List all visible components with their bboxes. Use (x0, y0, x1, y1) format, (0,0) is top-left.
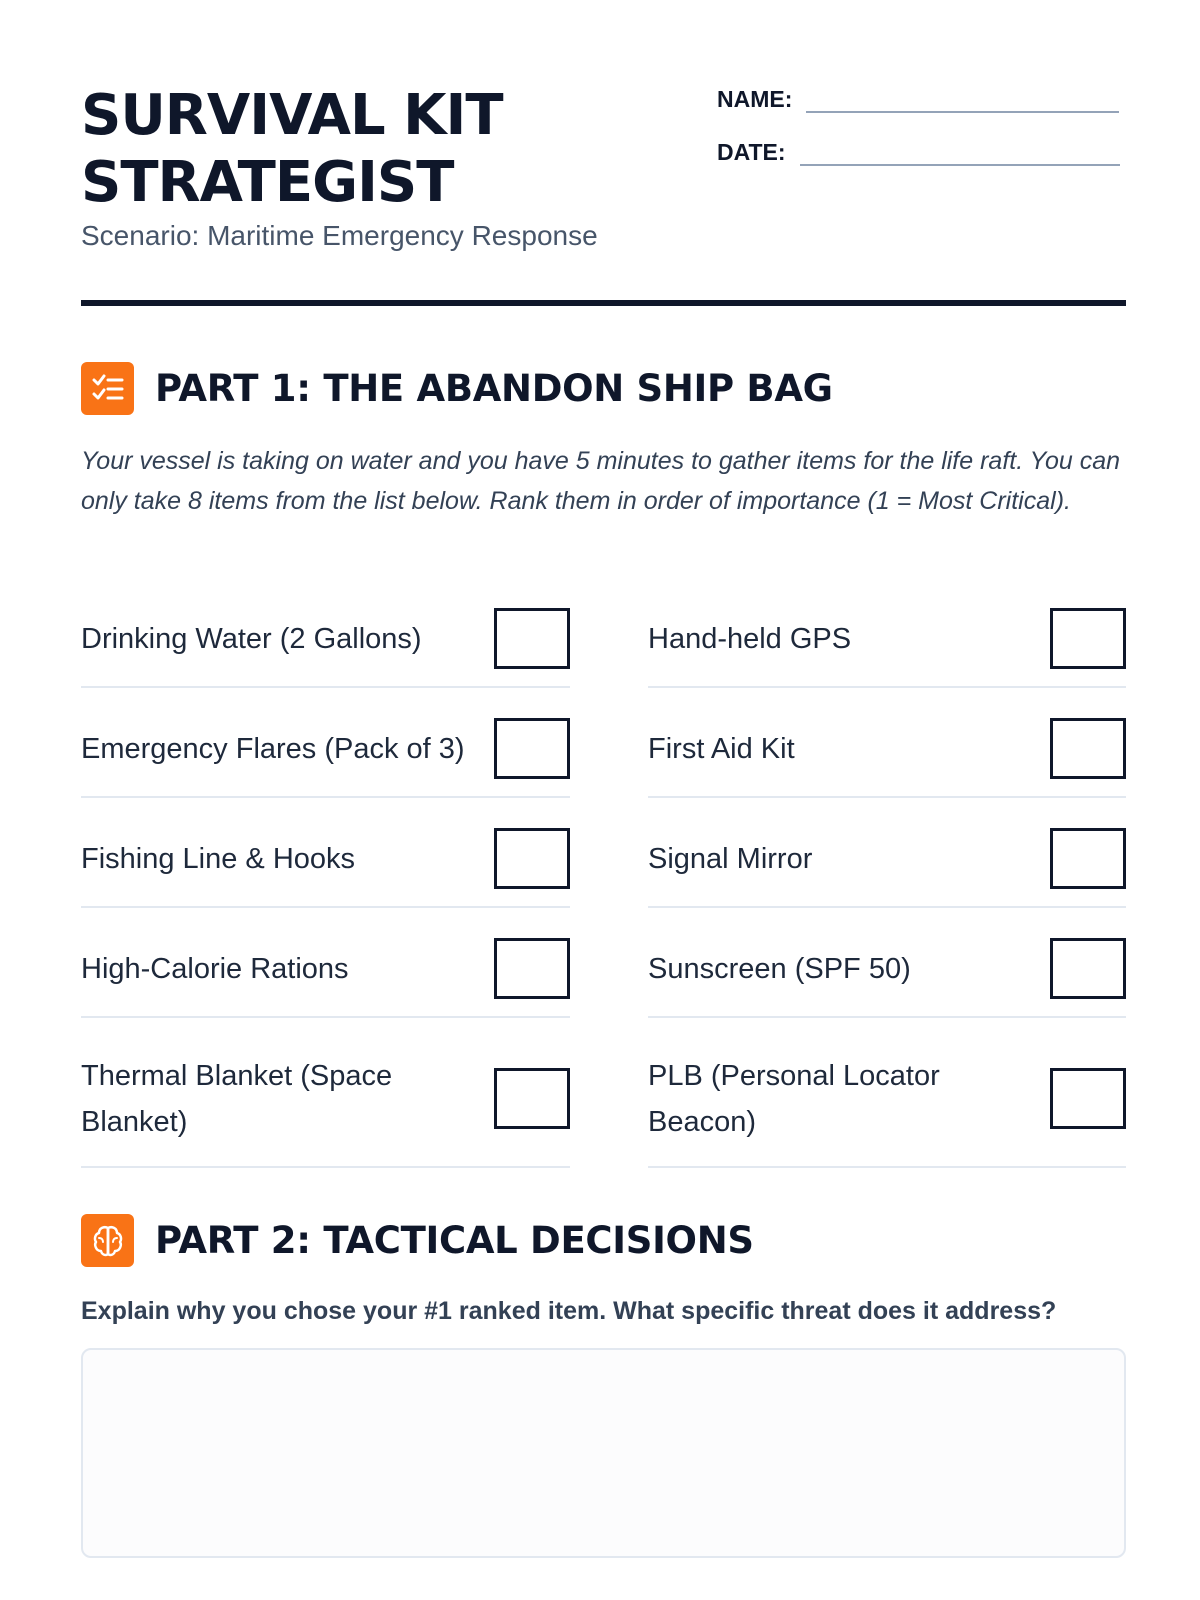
date-label: DATE: (717, 139, 786, 165)
rank-box[interactable] (494, 828, 570, 889)
rank-box[interactable] (494, 608, 570, 669)
list-item (648, 701, 1126, 798)
part1-title: PART 1: THE ABANDON SHIP BAG (155, 367, 833, 410)
item-label: Thermal Blanket (Space Blanket) (81, 1059, 393, 1138)
name-label: NAME: (717, 86, 793, 112)
list-item (81, 1031, 570, 1168)
list-item (81, 921, 570, 1018)
rank-box[interactable] (494, 1068, 570, 1129)
title-line-1: SURVIVAL KIT (81, 83, 503, 148)
name-field-row (717, 86, 1119, 113)
list-item (648, 591, 1126, 688)
item-label: Emergency Flares (Pack of 3) (81, 732, 465, 765)
header-divider (81, 300, 1126, 306)
title-block (81, 82, 701, 216)
list-item (648, 1031, 1126, 1168)
item-label: Signal Mirror (648, 842, 813, 875)
rank-box[interactable] (1050, 828, 1126, 889)
list-item (648, 921, 1126, 1018)
part2-question: Explain why you chose your #1 ranked item. What specific threat does it address? (81, 1297, 1057, 1325)
rank-box[interactable] (1050, 1068, 1126, 1129)
date-field[interactable] (800, 164, 1120, 166)
answer-textarea[interactable] (81, 1348, 1126, 1558)
title-line-2: STRATEGIST (81, 150, 454, 215)
part2-heading (81, 1214, 754, 1267)
item-label: Hand-held GPS (648, 622, 852, 655)
list-item (648, 811, 1126, 908)
rank-box[interactable] (1050, 608, 1126, 669)
item-label: Drinking Water (2 Gallons) (81, 622, 422, 655)
part2-title: PART 2: TACTICAL DECISIONS (155, 1219, 754, 1262)
item-label: First Aid Kit (648, 732, 795, 765)
rank-box[interactable] (494, 718, 570, 779)
checklist-icon (81, 362, 134, 415)
rank-box[interactable] (494, 938, 570, 999)
list-item (81, 591, 570, 688)
date-field-row (717, 139, 1120, 166)
item-label: Fishing Line & Hooks (81, 842, 356, 875)
item-label: Sunscreen (SPF 50) (648, 952, 911, 985)
list-item (81, 811, 570, 908)
item-label: High-Calorie Rations (81, 952, 349, 985)
part1-instructions: Your vessel is taking on water and you have 5 minutes to gather items for the life raft. You can only take 8 items from the list below. Rank them in order of importance (1 = Most Critical). (81, 447, 1121, 515)
list-item (81, 701, 570, 798)
rank-box[interactable] (1050, 718, 1126, 779)
rank-box[interactable] (1050, 938, 1126, 999)
name-field[interactable] (806, 111, 1119, 113)
part1-heading (81, 362, 833, 415)
scenario-subtitle: Scenario: Maritime Emergency Response (81, 220, 598, 251)
page-title (81, 82, 701, 216)
brain-icon (81, 1214, 134, 1267)
item-label: PLB (Personal Locator Beacon) (648, 1059, 940, 1138)
